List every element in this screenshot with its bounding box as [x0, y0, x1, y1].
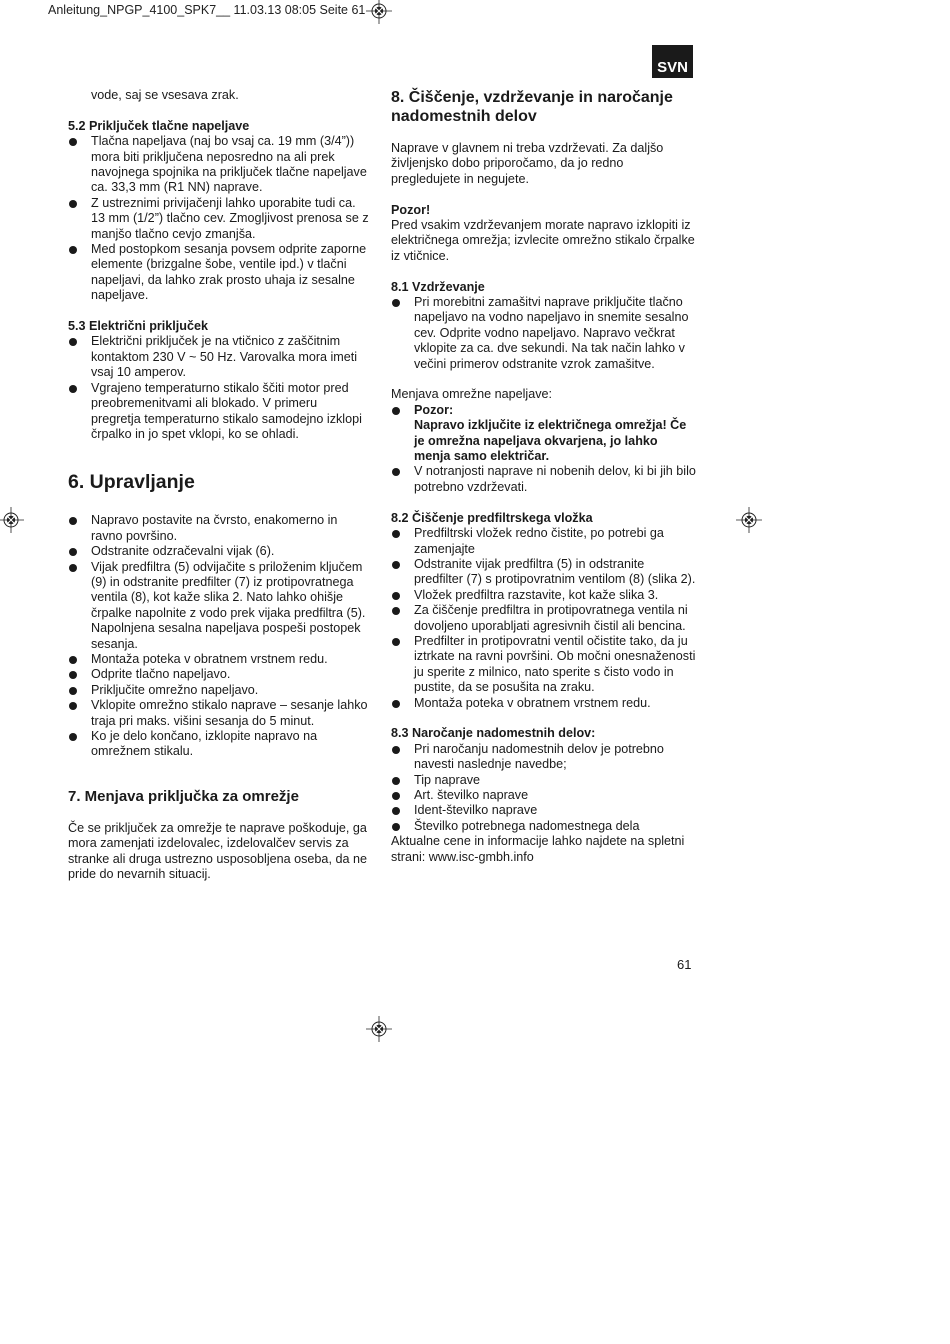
section-5-3-list — [68, 334, 370, 442]
mains-cable-label: Menjava omrežne napeljave: — [391, 387, 553, 402]
section-6-list — [68, 513, 370, 760]
section-5-2-title: 5.2 Priključek tlačne napeljave — [68, 118, 250, 133]
intro-text: vode, saj se vsesava zrak. — [91, 88, 239, 102]
list-item: Ko je delo končano, izklopite napravo na omrežnem stikalu. — [68, 729, 370, 760]
file-header: Anleitung_NPGP_4100_SPK7__ 11.03.13 08:05 Seite 61 — [48, 3, 366, 17]
section-6-title: 6. Upravljanje — [68, 471, 195, 494]
section-8-1-list — [391, 295, 696, 372]
list-item: V notranjosti naprave ni nobenih delov, ki bi jih bilo potrebno vzdrževati. — [391, 464, 696, 495]
warning-text: Pred vsakim vzdrževanjem morate napravo izklopiti iz električnega omrežja; izvlecite omrežno stikalo črpalke iz vtičnice. — [391, 218, 695, 263]
section-8-3-title: 8.3 Naročanje nadomestnih delov: — [391, 726, 596, 741]
list-item: Tip naprave — [391, 773, 696, 788]
list-item: Napravo postavite na čvrsto, enakomerno in ravno površino. — [68, 513, 370, 544]
list-item: Pri morebitni zamašitvi naprave priključite tlačno napeljavo na vodno napeljavo in snemite sesalno cev. Odprite vodno napeljavo. Napravo večkrat vklopite za ca. dve sekundi. Na tak način lahko v večini primerov odstranite vzrok zamašitve. — [391, 295, 696, 372]
list-item: Za čiščenje predfiltra in protipovratnega ventila ni dovoljeno uporabljati agresivnih čistil ali bencina. — [391, 603, 696, 634]
list-item — [391, 403, 696, 465]
section-8-1-list-2 — [391, 403, 696, 495]
list-item: Pri naročanju nadomestnih delov je potrebno navesti naslednje navedbe; — [391, 742, 696, 773]
section-5-2-list — [68, 134, 370, 303]
registration-mark-right — [736, 507, 762, 533]
spare-parts-footer: Aktualne cene in informacije lahko najdete na spletni strani: www.isc-gmbh.info — [391, 834, 685, 864]
registration-mark-top — [366, 0, 392, 24]
section-8-title: 8. Čiščenje, vzdrževanje in naročanje nadomestnih delov — [391, 89, 673, 125]
section-8-2-title: 8.2 Čiščenje predfiltrskega vložka — [391, 510, 593, 525]
list-item: Montaža poteka v obratnem vrstnem redu. — [391, 696, 696, 711]
list-item: Z ustreznimi privijačenji lahko uporabite tudi ca. 13 mm (1/2”) tlačno cev. Zmogljivost prenosa se z manjšo tlačno cevjo zmanjša. — [68, 196, 370, 242]
warning-title: Pozor! — [391, 202, 431, 217]
section-7-text: Če se priključek za omrežje te naprave poškoduje, ga mora zamenjati izdelovalec, izdelovalčev servis za stranke ali druga ustrezno usposobljena oseba, da ne pride do nevarnih situacij. — [68, 820, 367, 882]
section-7-title: 7. Menjava priključka za omrežje — [68, 787, 299, 805]
list-item: Vklopite omrežno stikalo naprave – sesanje lahko traja pri maks. višini sesanja do 5 minut. — [68, 698, 370, 729]
section-8-intro: Naprave v glavnem ni treba vzdrževati. Za daljšo življenjsko dobo priporočamo, da jo redno pregledujete in negujete. — [391, 141, 664, 186]
list-item: Art. številko naprave — [391, 788, 696, 803]
section-5-3-title: 5.3 Električni priključek — [68, 319, 209, 334]
list-item: Odstranite vijak predfiltra (5) in odstranite predfilter (7) s protipovratnim ventilom (8) (slika 2). — [391, 557, 696, 588]
section-8-3-list — [391, 742, 696, 834]
caution-text: Napravo izključite iz električnega omrežja! Če je omrežna napeljava okvarjena, jo lahko menja samo električar. — [414, 418, 687, 464]
list-item: Montaža poteka v obratnem vrstnem redu. — [68, 652, 370, 667]
list-item: Priključite omrežno napeljavo. — [68, 683, 370, 698]
list-item: Predfilter in protipovratni ventil očistite tako, da ju iztrkate na ravni površini. Ob močni onesnaženosti ju sperite z milnico, nato sperite s čisto vodo in pustite, da se posušita na zraku. — [391, 634, 696, 696]
list-item: Vgrajeno temperaturno stikalo ščiti motor pred preobremenitvami ali blokado. V primeru pregretja temperaturno stikalo samodejno izklopi črpalko in jo spet vklopi, ko se ohladi. — [68, 381, 370, 443]
list-item: Številko potrebnega nadomestnega dela — [391, 819, 696, 834]
list-item: Električni priključek je na vtičnico z zaščitnim kontaktom 230 V ~ 50 Hz. Varovalka mora imeti vsaj 10 amperov. — [68, 334, 370, 380]
registration-mark-bottom — [366, 1016, 392, 1042]
list-item: Predfiltrski vložek redno čistite, po potrebi ga zamenjajte — [391, 526, 696, 557]
list-item: Med postopkom sesanja povsem odprite zaporne elemente (brizgalne šobe, ventile ipd.) v tlačni napeljavi, da lahko zrak prosto uhaja iz sesalne napeljave. — [68, 242, 370, 304]
list-item: Odprite tlačno napeljavo. — [68, 667, 370, 682]
section-8-2-list — [391, 526, 696, 711]
right-column — [391, 88, 696, 865]
page-number: 61 — [677, 957, 692, 972]
list-item: Vijak predfiltra (5) odvijačite s priloženim ključem (9) in odstranite predfilter (7) iz protipovratnega ventila (8), kot kaže slika 2. Nato lahko ohišje črpalke napolnite z vodo prek vijaka predfiltra (5). Napolnjena sesalna napeljava pospeši postopek sesanja. — [68, 560, 370, 652]
caution-label: Pozor: — [414, 402, 454, 417]
registration-mark-left — [0, 507, 24, 533]
section-8-1-title: 8.1 Vzdrževanje — [391, 279, 485, 294]
list-item: Ident-številko naprave — [391, 803, 696, 818]
left-column — [68, 88, 370, 882]
list-item: Odstranite odzračevalni vijak (6). — [68, 544, 370, 559]
list-item: Vložek predfiltra razstavite, kot kaže slika 3. — [391, 588, 696, 603]
list-item: Tlačna napeljava (naj bo vsaj ca. 19 mm (3/4”)) mora biti priključena neposredno na ali prek navojnega spojnika na priključek tlačne napeljave ca. 33,3 mm (R1 NN) naprave. — [68, 134, 370, 196]
language-tag: SVN — [652, 45, 693, 78]
